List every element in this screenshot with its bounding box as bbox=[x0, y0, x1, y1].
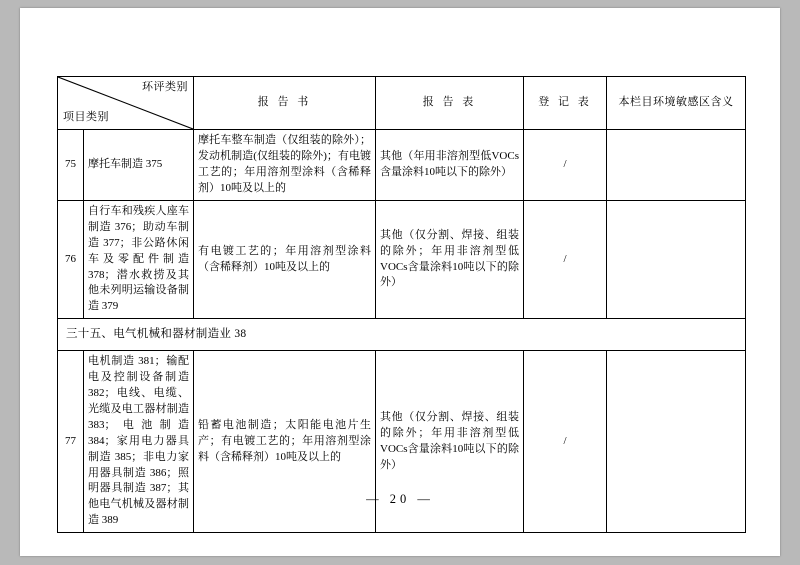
row-registration: / bbox=[524, 200, 607, 319]
row-registration: / bbox=[524, 130, 607, 201]
document-page bbox=[20, 8, 780, 556]
header-corner-cell bbox=[58, 77, 194, 130]
section-title: 三十五、电气机械和器材制造业 38 bbox=[58, 319, 746, 351]
row-number: 75 bbox=[58, 130, 84, 201]
row-report-form: 其他（年用非溶剂型低VOCs含量涂料10吨以下的除外） bbox=[376, 130, 524, 201]
row-registration: / bbox=[524, 350, 607, 532]
row-note bbox=[607, 130, 746, 201]
classification-table-wrapper bbox=[57, 76, 745, 533]
classification-table bbox=[57, 76, 746, 533]
row-category: 摩托车制造 375 bbox=[84, 130, 194, 201]
row-number: 77 bbox=[58, 350, 84, 532]
page-number: — 20 — bbox=[366, 492, 434, 506]
header-eia-category-label: 环评类别 bbox=[142, 81, 188, 93]
table-header-row bbox=[58, 77, 746, 130]
row-category: 电机制造 381；输配电及控制设备制造 382；电线、电缆、光缆及电工器材制造 383；电池制造 384；家用电力器具制造 385；非电力家用器具制造 386；照明器具制造 387；其他电气机械及器材制造 389 bbox=[84, 350, 194, 532]
header-sensitive-area-note: 本栏目环境敏感区含义 bbox=[607, 77, 746, 130]
row-report-form: 其他（仅分割、焊接、组装的除外；年用非溶剂型低VOCs含量涂料10吨以下的除外） bbox=[376, 200, 524, 319]
table-row bbox=[58, 130, 746, 201]
table-row bbox=[58, 200, 746, 319]
header-project-category-label: 项目类别 bbox=[63, 111, 109, 124]
header-report-form: 报 告 表 bbox=[376, 77, 524, 130]
row-report-book: 铅蓄电池制造；太阳能电池片生产；有电镀工艺的；年用溶剂型涂料（含稀释剂）10吨及以上的 bbox=[194, 350, 376, 532]
row-report-book: 摩托车整车制造（仅组装的除外）；发动机制造(仅组装的除外)；有电镀工艺的；年用溶剂型涂料（含稀释剂）10吨及以上的 bbox=[194, 130, 376, 201]
table-section-row bbox=[58, 319, 746, 351]
row-category: 自行车和残疾人座车制造 376；助动车制造 377；非公路休闲车及零配件制造 378；潜水救捞及其他未列明运输设备制造 379 bbox=[84, 200, 194, 319]
header-report-book: 报 告 书 bbox=[194, 77, 376, 130]
row-note bbox=[607, 200, 746, 319]
row-number: 76 bbox=[58, 200, 84, 319]
row-report-book: 有电镀工艺的；年用溶剂型涂料（含稀释剂）10吨及以上的 bbox=[194, 200, 376, 319]
row-report-form: 其他（仅分割、焊接、组装的除外；年用非溶剂型低VOCs含量涂料10吨以下的除外） bbox=[376, 350, 524, 532]
header-registration-form: 登 记 表 bbox=[524, 77, 607, 130]
